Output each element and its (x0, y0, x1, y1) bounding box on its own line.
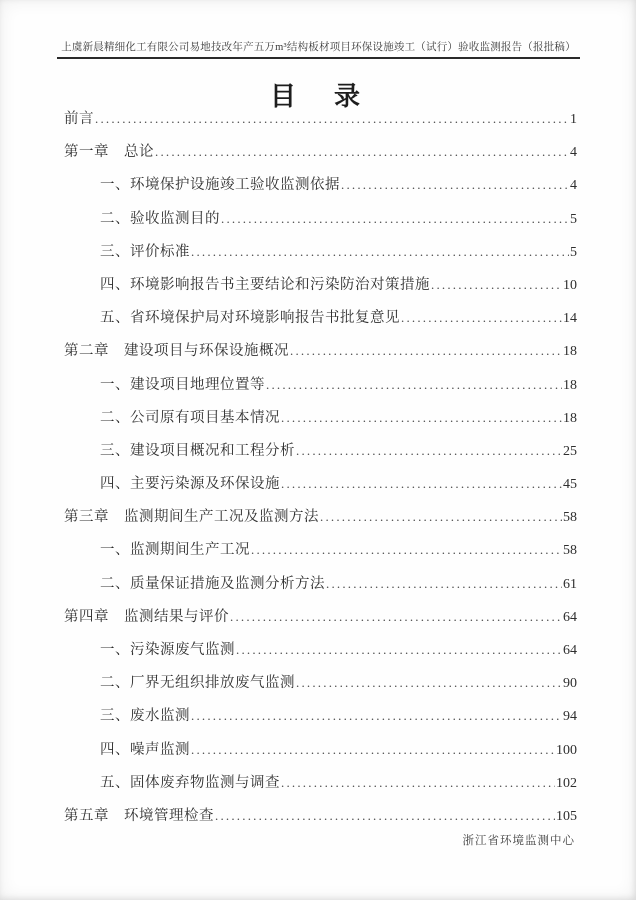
toc-entry (64, 771, 577, 804)
footer-organization: 浙江省环境监测中心 (462, 835, 575, 847)
toc-dot-leader (191, 742, 555, 759)
toc-entry (64, 273, 577, 306)
toc-entry (64, 439, 577, 472)
toc-entry-label: 五、固体废弃物监测与调查 (100, 774, 280, 791)
toc-entry (64, 505, 577, 538)
toc-dot-leader (341, 177, 569, 194)
toc-entry-label: 四、主要污染源及环保设施 (100, 476, 280, 493)
toc-page-number: 64 (563, 609, 577, 625)
toc-entry-label: 第五章 环境管理检查 (64, 807, 214, 824)
toc-entry-label: 三、废水监测 (100, 708, 190, 725)
toc-entry (64, 572, 577, 605)
toc-page-number: 14 (563, 311, 577, 327)
toc-dot-leader (251, 542, 562, 559)
toc-entry-label: 第三章 监测期间生产工况及监测方法 (64, 509, 319, 526)
toc-entry (64, 671, 577, 704)
toc-entry (64, 738, 577, 771)
toc-entry-label: 三、评价标准 (100, 243, 190, 260)
toc-entry-label: 二、厂界无组织排放废气监测 (100, 675, 295, 692)
toc-entry (64, 605, 577, 638)
toc-entry-label: 二、验收监测目的 (100, 210, 220, 227)
toc-dot-leader (191, 244, 569, 261)
toc-dot-leader (296, 443, 562, 460)
toc-entry-label: 第四章 监测结果与评价 (64, 608, 229, 625)
toc-entry-label: 一、监测期间生产工况 (100, 542, 250, 559)
toc-title: 目 录 (269, 82, 366, 111)
toc-entry-label: 二、公司原有项目基本情况 (100, 409, 280, 426)
running-header: 上虞新晨精细化工有限公司易地技改年产五万m³结构板材项目环保设施竣工（试行）验收监测报告（报批稿） (57, 39, 580, 59)
toc-entry-label: 一、环境保护设施竣工验收监测依据 (100, 177, 340, 194)
toc-dot-leader (326, 576, 562, 593)
toc-dot-leader (266, 377, 562, 394)
toc-entry (64, 107, 577, 140)
toc-page-number: 4 (570, 178, 577, 194)
toc-page-number: 100 (556, 742, 577, 758)
toc-entry (64, 306, 577, 339)
toc-dot-leader (290, 343, 562, 360)
toc-entry-label: 一、污染源废气监测 (100, 642, 235, 658)
toc-page-number: 10 (563, 277, 577, 293)
toc-entry-label: 第二章 建设项目与环保设施概况 (64, 343, 289, 360)
toc-entry (64, 704, 577, 737)
toc-entry-label: 三、建设项目概况和工程分析 (100, 442, 295, 459)
toc-dot-leader (236, 642, 562, 659)
toc-dot-leader (296, 675, 562, 692)
toc-dot-leader (95, 111, 569, 128)
toc-dot-leader (281, 410, 562, 427)
toc-page-number: 1 (570, 112, 577, 127)
toc-dot-leader (401, 310, 562, 327)
toc-entry-label: 四、噪声监测 (100, 741, 190, 758)
toc-page-number: 45 (563, 477, 577, 493)
toc-dot-leader (191, 708, 562, 725)
toc-page-number: 25 (563, 443, 577, 459)
toc-entry (64, 140, 577, 173)
toc-page-number: 18 (563, 377, 577, 393)
toc-page-number: 5 (570, 211, 577, 227)
toc-dot-leader (281, 476, 562, 493)
toc-entry (64, 538, 577, 571)
toc-page-number: 5 (570, 244, 577, 260)
toc-entry (64, 339, 577, 372)
toc-page-number: 90 (563, 676, 577, 692)
toc-entry-label: 四、环境影响报告书主要结论和污染防治对策措施 (100, 276, 430, 293)
toc-entry-label: 前言 (64, 111, 94, 127)
toc-page-number: 64 (563, 643, 577, 658)
toc-entry (64, 373, 577, 406)
toc-dot-leader (215, 808, 555, 825)
toc-page-number: 105 (556, 808, 577, 824)
toc-entry (64, 472, 577, 505)
toc-dot-leader (230, 609, 562, 626)
toc-page-number: 102 (556, 775, 577, 791)
toc-entry-label: 五、省环境保护局对环境影响报告书批复意见 (100, 310, 400, 327)
toc-entry (64, 638, 577, 671)
toc-dot-leader (221, 211, 569, 228)
toc-entry (64, 173, 577, 206)
toc-dot-leader (320, 509, 562, 526)
toc-list (64, 107, 577, 837)
toc-dot-leader (281, 775, 555, 792)
toc-entry (64, 406, 577, 439)
toc-dot-leader (431, 277, 562, 294)
toc-entry-label: 第一章 总论 (64, 144, 154, 161)
toc-page-number: 18 (563, 410, 577, 426)
toc-page-number: 18 (563, 344, 577, 360)
toc-page-number: 61 (563, 576, 577, 592)
toc-page-number: 4 (570, 145, 577, 161)
toc-entry (64, 207, 577, 240)
toc-entry-label: 一、建设项目地理位置等 (100, 376, 265, 393)
toc-page-number: 58 (563, 510, 577, 526)
toc-page-number: 94 (563, 709, 577, 725)
toc-entry (64, 240, 577, 273)
toc-dot-leader (155, 144, 569, 161)
toc-page-number: 58 (563, 543, 577, 559)
toc-entry-label: 二、质量保证措施及监测分析方法 (100, 575, 325, 592)
